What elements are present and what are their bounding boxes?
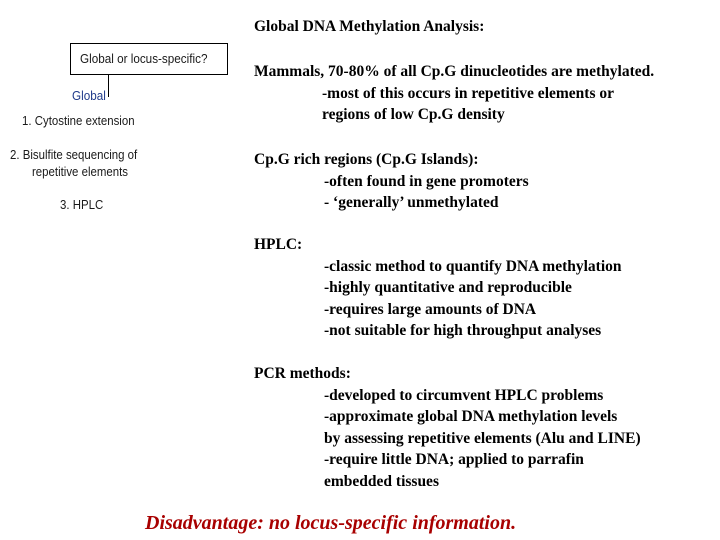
mammals-line-1: Mammals, 70-80% of all Cp.G dinucleotides are methylated.: [254, 63, 655, 80]
connector-line: [108, 75, 109, 97]
pcr-line-2: -approximate global DNA methylation levels: [324, 408, 618, 425]
pcr-line-1: -developed to circumvent HPLC problems: [324, 386, 604, 404]
section-cpg-islands: [254, 149, 529, 214]
cpg-heading: Cp.G rich regions (Cp.G Islands):: [254, 151, 479, 168]
slide-title: Global DNA Methylation Analysis:: [254, 18, 485, 35]
pcr-line-3: by assessing repetitive elements (Alu and LINE): [324, 429, 641, 447]
pcr-heading: PCR methods:: [254, 365, 351, 382]
pcr-line-4: -require little DNA; applied to parrafin: [324, 451, 584, 468]
mammals-line-3: regions of low Cp.G density: [322, 106, 505, 123]
method-bisulfite-line1: 2. Bisulfite sequencing of: [10, 147, 138, 162]
method-bisulfite-line2: repetitive elements: [32, 164, 129, 179]
method-cytosine-extension: 1. Cytostine extension: [22, 113, 135, 128]
pcr-line-5: embedded tissues: [324, 472, 439, 490]
cpg-line-2: - ‘generally’ unmethylated: [324, 194, 499, 211]
question-box-label: Global or locus-specific?: [80, 51, 208, 66]
hplc-heading: HPLC:: [254, 236, 303, 253]
disadvantage-note: Disadvantage: no locus-specific information.: [145, 512, 517, 534]
hplc-line-4: -not suitable for high throughput analyses: [324, 322, 602, 339]
global-label: Global: [72, 88, 106, 103]
method-hplc: 3. HPLC: [60, 197, 104, 212]
hplc-line-2: -highly quantitative and reproducible: [324, 279, 572, 296]
section-mammals: [254, 61, 654, 126]
hplc-line-3: -requires large amounts of DNA: [324, 300, 537, 318]
cpg-line-1: -often found in gene promoters: [324, 172, 529, 190]
section-pcr-methods: [254, 363, 641, 492]
hplc-line-1: -classic method to quantify DNA methylation: [324, 257, 622, 275]
section-hplc: [254, 234, 622, 342]
mammals-line-2: -most of this occurs in repetitive elements or: [322, 84, 614, 102]
